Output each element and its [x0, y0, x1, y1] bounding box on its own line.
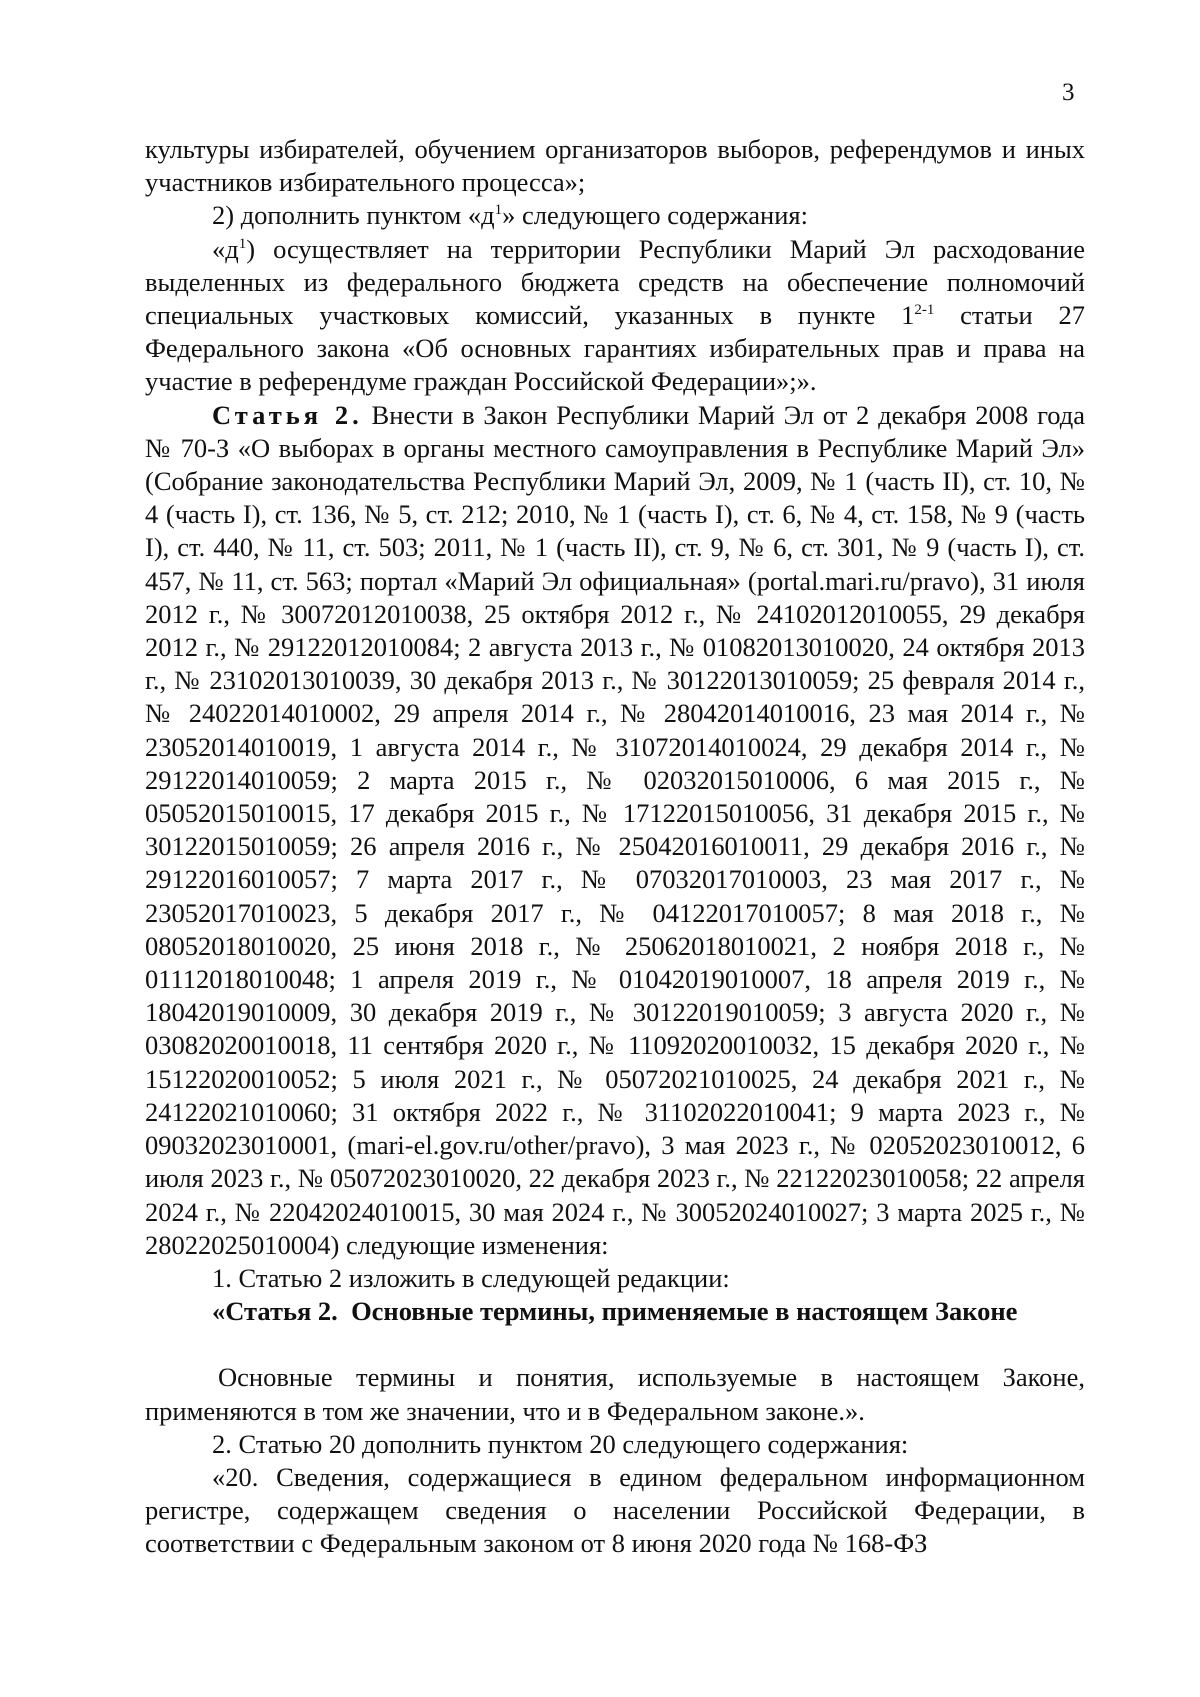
text-fragment: 2) дополнить пунктом «д	[212, 200, 495, 231]
paragraph-terms: Основные термины и понятия, используемые в настоящем Законе, применяются в том же значении, что и в Федеральном законе.».	[145, 1362, 1085, 1426]
article-text: Внести в Закон Республики Марий Эл от 2 декабря 2008 года № 70-З «О выборах в органы местного самоуправления в Республике Марий Эл» (Собрание законодательства Республики Марий Эл, 2009, № 1 (часть II), ст. 10, № 4 (часть I), ст. 136, № 5, ст. 212; 2010, № 1 (часть I), ст. 6, № 4, ст. 158, № 9 (часть I), ст. 440, № 11, ст. 503; 2011, № 1 (часть II), ст. 9, № 6, ст. 301, № 9 (часть I), ст. 457, № 11, ст. 563; портал «Марий Эл официальная» (portal.mari.ru/pravo), 31 июля 2012 г., № 30072012010038, 25 октября 2012 г., № 24102012010055, 29 декабря 2012 г., № 29122012010084; 2 августа 2013 г., № 01082013010020, 24 октября 2013 г., № 23102013010039, 30 декабря 2013 г., № 30122013010059; 25 февраля 2014 г., № 24022014010002, 29 апреля 2014 г., № 28042014010016, 23 мая 2014 г., № 23052014010019, 1 августа 2014 г., № 31072014010024, 29 декабря 2014 г., № 29122014010059; 2 марта 2015 г., № 02032015010006, 6 мая 2015 г., № 05052015010015, 17 декабря 2015 г., № 17122015010056, 31 декабря 2015 г., № 30122015010059; 26 апреля 2016 г., № 25042016010011, 29 декабря 2016 г., № 29122016010057; 7 марта 2017 г., № 07032017010003, 23 мая 2017 г., № 23052017010023, 5 декабря 2017 г., № 04122017010057; 8 мая 2018 г., № 08052018010020, 25 июня 2018 г., № 25062018010021, 2 ноября 2018 г., № 01112018010048; 1 апреля 2019 г., № 01042019010007, 18 апреля 2019 г., № 18042019010009, 30 декабря 2019 г., № 30122019010059; 3 августа 2020 г., № 03082020010018, 11 сентября 2020 г., № 11092020010032, 15 декабря 2020 г., № 15122020010052; 5 июля 2021 г., № 05072021010025, 24 декабря 2021 г., № 24122021010060; 31 октября 2022 г., № 31102022010041; 9 марта 2023 г., № 09032023010001, (mari-el.gov.ru/other/pravo), 3 мая 2023 г., № 02052023010012, 6 июля 2023 г., № 05072023010020, 22 декабря 2023 г., № 22122023010058; 22 апреля 2024 г., № 22042024010015, 30 мая 2024 г., № 30052024010027; 3 марта 2025 г., № 28022025010004) следующие изменения:	[145, 399, 1086, 1260]
text-fragment: «д	[212, 233, 239, 264]
article-heading-title: Основные термины, применяемые в настоящем Законе	[351, 1296, 1018, 1327]
article-label: Статья 2.	[212, 399, 363, 430]
text-fragment: статьи 27 Федерального закона «Об основных гарантиях избирательных прав и права на участие в референдуме граждан Российской Федерации»;».	[145, 300, 1085, 397]
article-heading-prefix: «Статья 2.	[212, 1296, 338, 1327]
document-body	[145, 133, 1085, 1561]
superscript: 1	[494, 202, 503, 219]
paragraph-article-2	[145, 399, 1085, 1262]
paragraph-item-2: 2. Статью 20 дополнить пунктом 20 следующего содержания:	[212, 1428, 909, 1459]
page-number: 3	[1062, 79, 1075, 106]
paragraph-continuation: культуры избирателей, обучением организаторов выборов, референдумов и иных участников избирательного процесса»;	[145, 134, 1085, 198]
text-fragment: » следующего содержания:	[502, 200, 808, 231]
paragraph-d1	[145, 233, 1085, 399]
paragraph-item-20: «20. Сведения, содержащиеся в едином федеральном информационном регистре, содержащем сведения о населении Российской Федерации, в соответствии с Федеральным законом от 8 июня 2020 года № 168-ФЗ	[145, 1461, 1085, 1559]
blank-line	[145, 1328, 1085, 1361]
article-heading	[145, 1295, 1085, 1328]
paragraph-amendment-2	[145, 199, 1085, 232]
paragraph-item-1: 1. Статью 2 изложить в следующей редакции:	[212, 1262, 730, 1293]
superscript: 2-1	[914, 302, 935, 319]
text-fragment: ) осуществляет на территории Республики Марий Эл расходование выделенных из федерального бюджета средств на обеспечение полномочий специальных участковых комиссий, указанных в пункте 1	[145, 233, 1085, 331]
superscript: 1	[238, 235, 247, 252]
